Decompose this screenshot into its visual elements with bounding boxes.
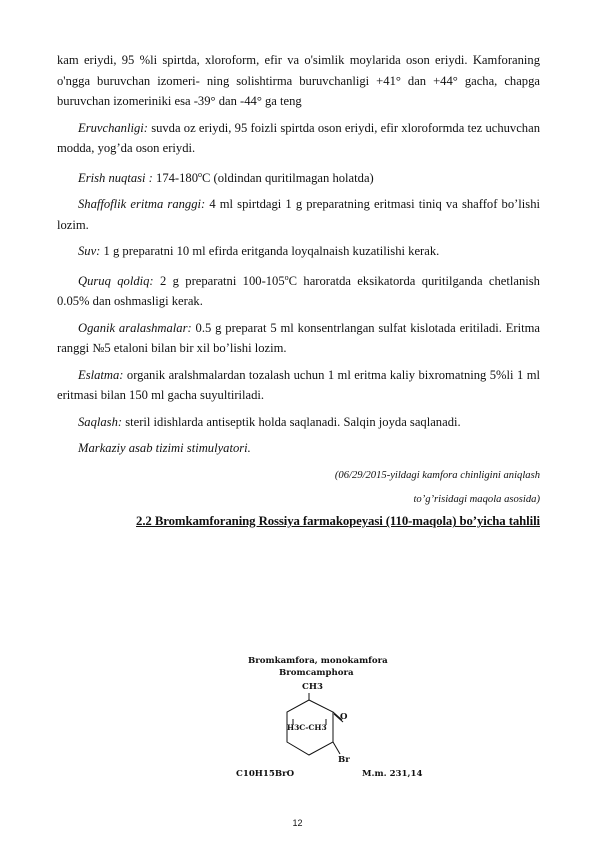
paragraph-organic-impurities [57, 318, 540, 359]
camphor-skeleton-drawing [230, 652, 410, 782]
paragraph-cns-stimulant: Markaziy asab tizimi stimulyatori. [78, 441, 251, 456]
figure-title-line-2: Bromcamphora [279, 668, 354, 678]
label-water: Suv: [78, 244, 101, 259]
paragraph-solubility [57, 118, 540, 159]
source-note-line-2: to’g’risidagi maqola asosida) [413, 494, 540, 506]
label-transparency: Shaffoflik eritma ranggi: [78, 197, 206, 212]
paragraph-transparency [57, 194, 540, 235]
text-melting-a: 174-180 [152, 170, 198, 185]
label-organic-impurities: Oganik aralashmalar: [78, 320, 192, 335]
text-transparency: 4 ml spirtdagi 1 g preparatning eritmasi tiniq va shaffof bo’lishi lozim. [57, 197, 540, 232]
section-heading: 2.2 Bromkamforaning Rossiya farmakopeyasi (110-maqola) bo’yicha tahlili [136, 514, 540, 529]
label-ch3: CH3 [302, 682, 323, 692]
paragraph-1: kam eriydi, 95 %li spirtda, xloroform, efir va o'simlik moylarida oson eriydi. Kamforaning o'ngga buruvchan izomeri- ning solishtirma buruvchanligi +41° dan +44° gacha, chapga buruvchan izomeriniki esa -39° dan -44° ga teng [57, 53, 540, 108]
label-note: Eslatma: [78, 367, 124, 382]
paragraph-storage [57, 412, 540, 433]
degree-sup: o [198, 169, 202, 179]
paragraph-note [57, 365, 540, 406]
text-water: 1 g preparatni 10 ml efirda eritganda loyqalnaish kuzatilishi kerak. [100, 244, 440, 259]
text-solubility: suvda oz eriydi, 95 foizli spirtda oson eriydi, efir xloroformda tez uchuvchan modda, yog’da oson eriydi. [57, 120, 540, 155]
degree-sup-2: o [284, 272, 289, 282]
label-storage: Saqlash: [78, 414, 123, 429]
paragraph-dry-residue [57, 268, 540, 312]
page-number: 12 [292, 818, 303, 828]
text-note: organik aralshmalardan tozalash uchun 1 ml eritma kaliy bixromatning 5%li 1 ml eritmasi bilan 150 ml gacha suyultiriladi. [57, 367, 540, 403]
paragraph-water [57, 241, 540, 262]
label-dry-residue: Quruq qoldiq: [78, 273, 154, 288]
label-solubility: Eruvchanligi: [78, 120, 148, 135]
document-page [57, 50, 540, 529]
molar-mass: M.m. 231,14 [362, 769, 423, 779]
text-melting-b: C (oldindan quritilmagan holatda) [202, 170, 374, 185]
paragraph-melting-point [57, 165, 540, 189]
text-dry-residue-b: C haroratda eksikatorda quritilganda chetlanish 0.05% dan oshmasligi kerak. [57, 273, 540, 309]
figure-title-line-1: Bromkamfora, monokamfora [248, 656, 388, 666]
label-melting-point: Erish nuqtasi : [78, 170, 153, 185]
bromcamphor-structure-figure [230, 652, 423, 782]
label-bridge-methyls: H3C-CH3 [287, 723, 327, 732]
source-note-line-1: (06/29/2015-yildagi kamfora chinligini aniqlash [334, 470, 540, 482]
label-bromine: Br [338, 755, 350, 765]
label-oxygen: O [340, 712, 348, 722]
text-organic-impurities: 0.5 g preparat 5 ml konsentrlangan sulfat kislotada eritiladi. Eritma ranggi №5 etaloni bilan bir xil bo’lishi lozim. [57, 320, 540, 356]
text-storage: steril idishlarda antiseptik holda saqlanadi. Salqin joyda saqlanadi. [122, 414, 461, 429]
text-dry-residue-a: 2 g preparatni 100-105 [153, 273, 285, 288]
molecular-formula: C10H15BrO [236, 769, 295, 779]
